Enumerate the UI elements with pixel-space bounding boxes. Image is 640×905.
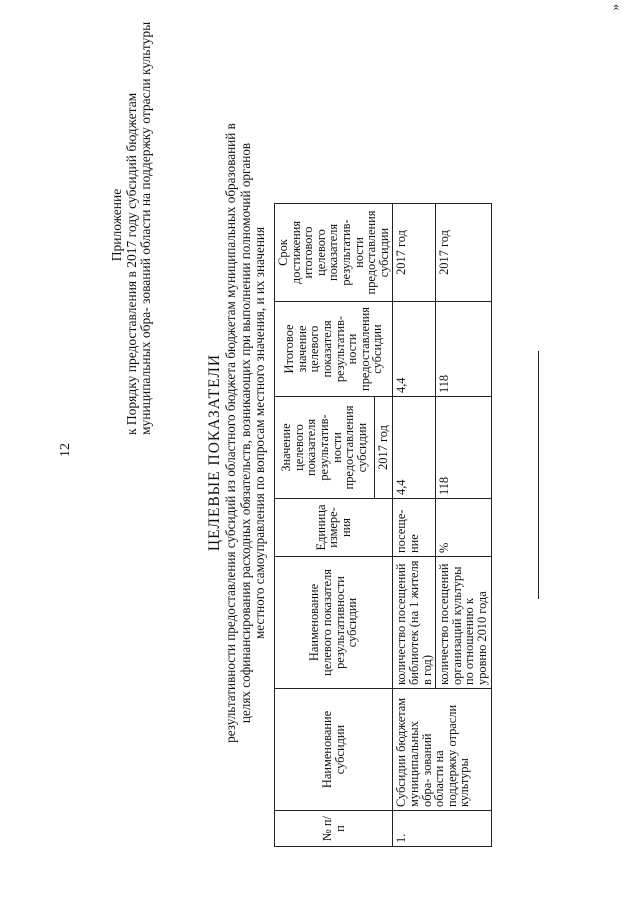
cell-subsidy-name: Субсидии бюджетам муниципальных обра- зований области на поддержку отрасли культуры: [393, 689, 491, 811]
appendix-heading: Приложение: [109, 188, 124, 262]
cell-unit: посеще- ние: [393, 499, 436, 557]
document-title: ЦЕЛЕВЫЕ ПОКАЗАТЕЛИ: [206, 353, 223, 552]
cell-indicator-name: количество посещений организаций культуры по отношению к уровню 2010 года: [436, 557, 491, 689]
closing-rule: [538, 351, 539, 599]
document-subtitle: результативности предоставления субсидий из областного бюджета бюджетам муниципальных образований в целях софинансирования расходных обязательств, возникающих при выполнении полномочий органов местного самоуправления по вопросам местного значения, и их значения: [223, 123, 267, 743]
indicators-table: [274, 203, 492, 847]
closing-quote: »: [607, 4, 622, 11]
appendix-text: к Порядку предоставления в 2017 году субсидий бюджетам муниципальных обра- зований области на поддержку отрасли культуры: [123, 21, 153, 435]
cell-deadline: 2017 год: [436, 204, 491, 302]
table-header-row: [275, 204, 375, 847]
table-row: [393, 204, 436, 847]
header-deadline: Срок достижения итогового целевого показателя результатив- ности предоставления субсидии: [275, 204, 393, 302]
header-subsidy-name: Наименование субсидии: [275, 689, 393, 811]
appendix-block: [110, 15, 154, 435]
cell-indicator-name: количество посещений библиотек (на 1 жителя в год): [393, 557, 436, 689]
cell-value-2017: 118: [436, 397, 491, 499]
header-year: 2017 год: [374, 397, 393, 499]
cell-final-value: 4,4: [393, 302, 436, 397]
page-number: 12: [58, 443, 73, 457]
cell-num: 1.: [393, 811, 491, 847]
header-num: № п/п: [275, 811, 393, 847]
cell-unit: %: [436, 499, 491, 557]
cell-value-2017: 4,4: [393, 397, 436, 499]
header-target-value: Значение целевого показателя результатив- ности предоставления субсидии: [275, 397, 375, 499]
cell-deadline: 2017 год: [393, 204, 436, 302]
header-indicator-name: Наименование целевого показателя результативности субсидии: [275, 557, 393, 689]
header-unit: Единица измере- ния: [275, 499, 393, 557]
cell-final-value: 118: [436, 302, 491, 397]
header-final-value: Итоговое значение целевого показателя результатив- ности предоставления субсидии: [275, 302, 393, 397]
